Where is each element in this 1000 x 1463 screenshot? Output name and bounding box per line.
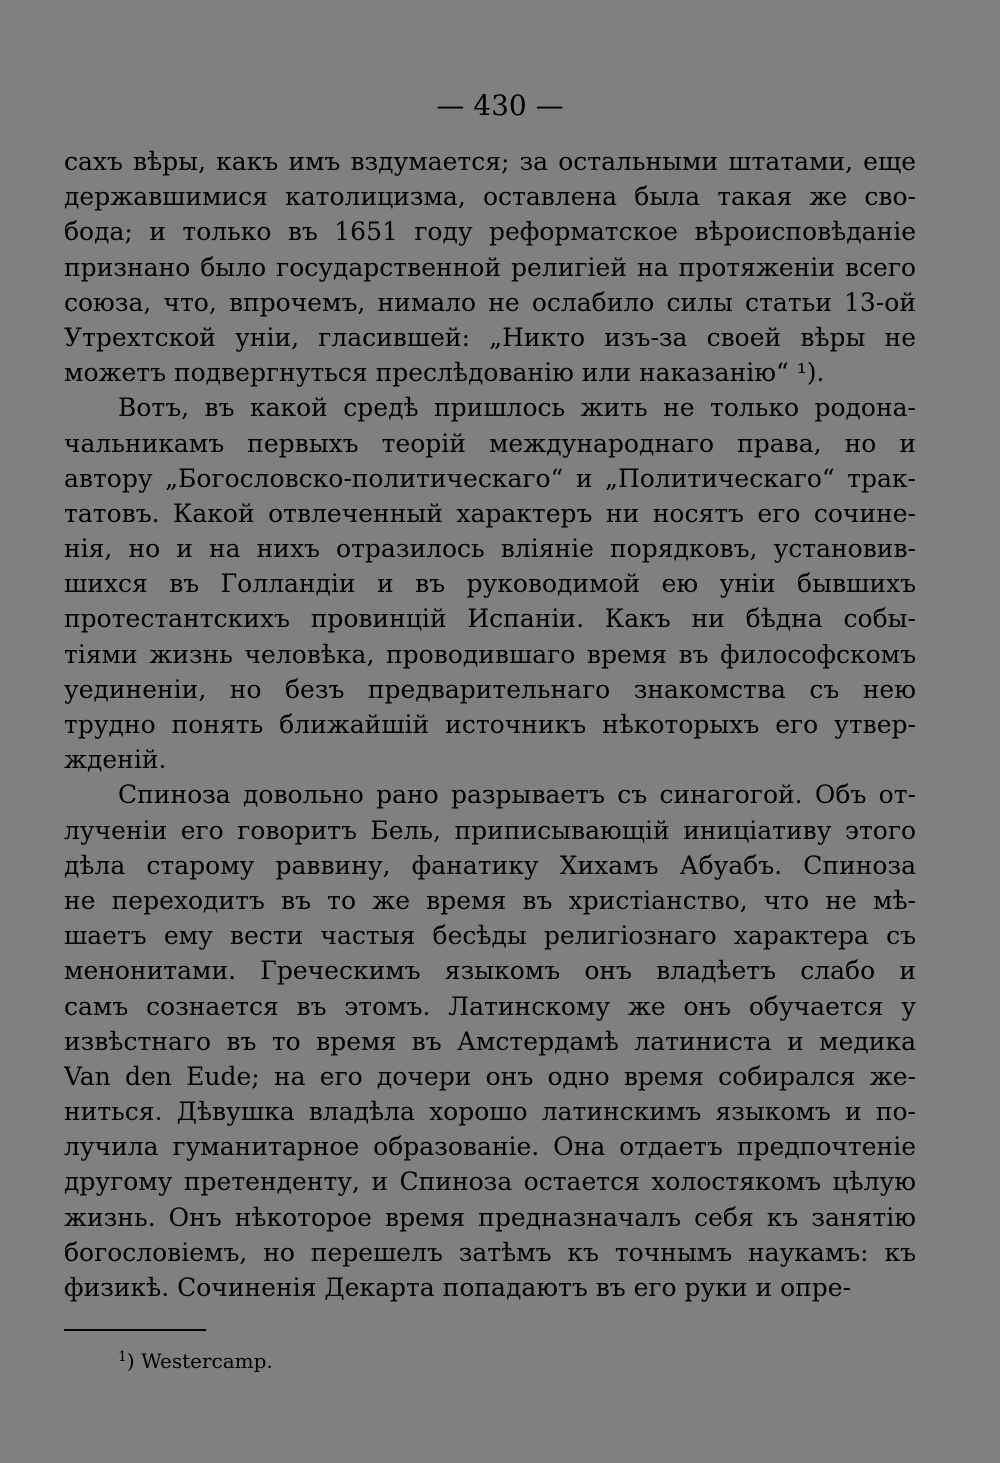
- text-line: шаетъ ему вести частыя бесѣды религіознаго характера съ: [64, 921, 916, 951]
- text-line: Вотъ, въ какой средѣ пришлось жить не только родона-: [118, 393, 916, 423]
- text-line: Спиноза довольно рано разрываетъ съ синагогой. Объ от-: [118, 780, 916, 810]
- paragraph: [64, 144, 916, 390]
- text-line: менонитами. Греческимъ языкомъ онъ владѣетъ слабо и: [64, 956, 916, 986]
- text-line: дѣла старому раввину, фанатику Хихамъ Абуабъ. Спиноза: [64, 850, 916, 880]
- text-line: не переходитъ въ то же время въ христіанство, что не мѣ-: [64, 885, 916, 915]
- text-line: чальникамъ первыхъ теорій международнаго права, но и: [64, 428, 916, 458]
- text-line: трудно понять ближайшій источникъ нѣкоторыхъ его утвер-: [64, 710, 916, 739]
- text-line: признано было государственной религіей на протяженіи всего: [64, 252, 916, 282]
- text-line: жденій.: [64, 745, 167, 775]
- body-text: [64, 144, 916, 1305]
- footnote-marker: 1: [118, 1349, 127, 1365]
- text-line: сахъ вѣры, какъ имъ вздумается; за остальными штатами, еще: [64, 147, 916, 176]
- text-line: автору „Богословско-политическаго“ и „Политическаго“ трак-: [64, 463, 916, 493]
- page-number: — 430 —: [436, 89, 564, 122]
- text-line: богословіемъ, но перешелъ затѣмъ къ точнымъ наукамъ: къ: [64, 1237, 916, 1267]
- text-line: татовъ. Какой отвлеченный характеръ ни носятъ его сочине-: [64, 498, 916, 528]
- text-line: другому претенденту, и Спиноза остается холостякомъ цѣлую: [64, 1167, 916, 1197]
- text-line: физикѣ. Сочиненія Декарта попадаютъ въ его руки и опре-: [64, 1273, 852, 1302]
- text-line: тіями жизнь человѣка, проводившаго время въ философскомъ: [64, 639, 916, 669]
- footnote: [118, 1348, 273, 1374]
- text-line: бода; и только въ 1651 году реформатское вѣроисповѣданіе: [64, 217, 916, 247]
- text-line: протестантскихъ провинцій Испаніи. Какъ ни бѣдна собы-: [64, 604, 916, 634]
- text-line: самъ сознается въ этомъ. Латинскому же онъ обучается у: [64, 991, 916, 1021]
- text-line: лученіи его говоритъ Бель, приписывающій иниціативу этого: [64, 815, 916, 845]
- text-line: извѣстнаго въ то время въ Амстердамѣ латиниста и медика: [64, 1026, 916, 1056]
- paragraph: [64, 390, 916, 777]
- text-line: союза, что, впрочемъ, нимало не ослабило силы статьи 13-ой: [64, 287, 916, 317]
- text-line: можетъ подвергнуться преслѣдованію или наказанію“ ¹).: [64, 358, 825, 388]
- text-line: нія, но и на нихъ отразилось вліяніе порядковъ, установив-: [64, 534, 916, 564]
- text-line: жизнь. Онъ нѣкоторое время предназначалъ себя къ занятію: [64, 1202, 916, 1232]
- text-line: державшимися католицизма, оставлена была такая же сво-: [64, 182, 916, 212]
- text-line: шихся въ Голландіи и въ руководимой ею уніи бывшихъ: [64, 569, 916, 599]
- text-line: уединеніи, но безъ предварительнаго знакомства съ нею: [64, 674, 916, 704]
- paragraph: [64, 777, 916, 1305]
- text-line: Van den Eude; на его дочери онъ одно время собирался же-: [64, 1061, 916, 1091]
- footnote-divider: [64, 1329, 206, 1331]
- text-line: лучила гуманитарное образованіе. Она отдаетъ предпочтеніе: [64, 1132, 916, 1162]
- footnote-text: ) Westercamp.: [126, 1349, 273, 1373]
- text-line: Утрехтской уніи, гласившей: „Никто изъ-за своей вѣры не: [64, 322, 916, 352]
- text-line: ниться. Дѣвушка владѣла хорошо латинскимъ языкомъ и по-: [64, 1097, 916, 1127]
